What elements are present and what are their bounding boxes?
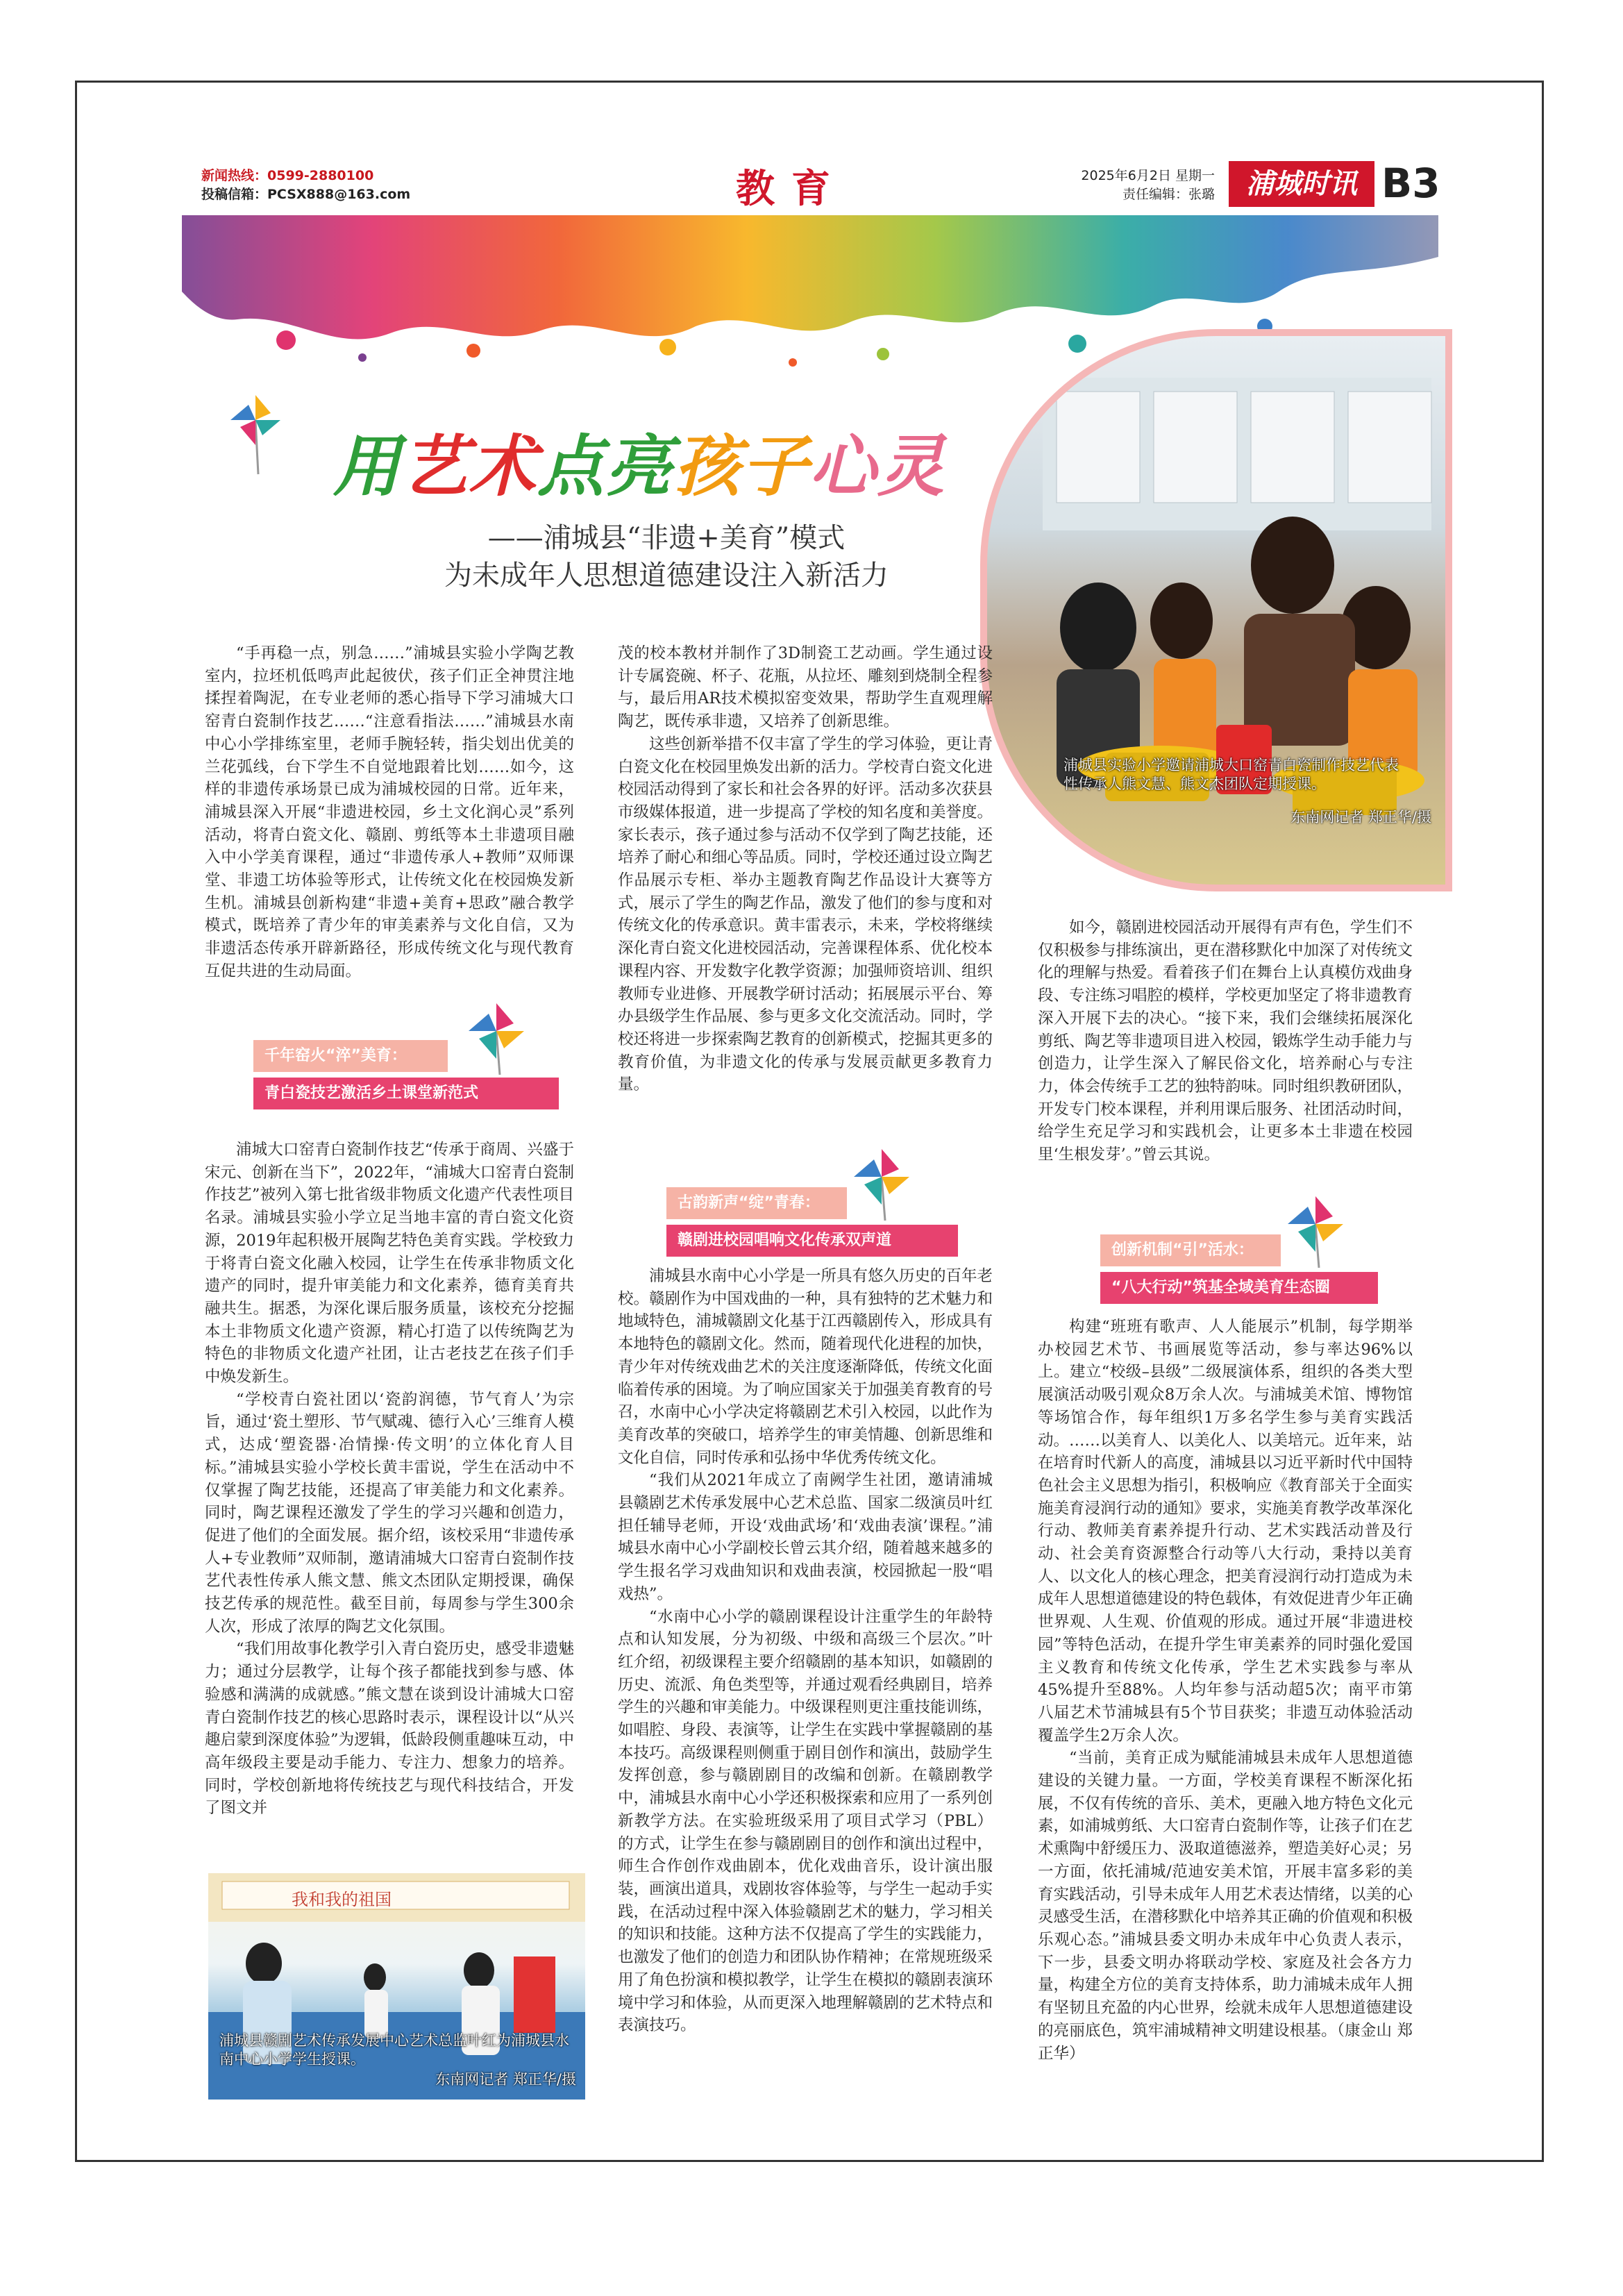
issue-date: 2025年6月2日 星期一 [1081,168,1215,183]
paragraph: 构建“班班有歌声、人人能展示”机制，每学期举办校园艺术节、书画展览等活动，参与率达96%以上。建立“校级–县级”二级展演体系，组织的各类大型展演活动吸引观众8万余人次。与浦城美术馆、博物馆等场馆合作，每年组织1万多名学生参与美育实践活动。……以美育人、以美化人、以美培元。近年来，站在培育时代新人的高度，浦城县以习近平新时代中国特色社会主义思想为指引，积极响应《教育部关于全面实施美育浸润行动的通知》要求，实施美育教学改革深化行动、教师美育素养提升行动、艺术实践活动普及行动、社会美育资源整合行动等八大行动，秉持以美育人、以文化人的核心理念，把美育浸润行动打造成为未成年人思想道德建设的特色载体，有效促进青少年正确世界观、人生观、价值观的形成。通过开展“非遗进校园”等特色活动，在提升学生审美素养的同时强化爱国主义教育和传统文化传承，学生艺术实践参与率从45%提升至88%。人均年参与活动超5次；南平市第八届艺术节浦城县有5个节目获奖；非遗互动体验活动覆盖学生2万余人次。 [1038,1318,1413,1745]
pinwheel-icon [229,392,282,476]
paragraph: 浦城大口窑青白瓷制作技艺“传承于商周、兴盛于宋元、创新在当下”，2022年，“浦城大口窑青白瓷制作技艺”被列入第七批省级非物质文化遗产代表性项目名录。浦城县实验小学立足当地丰富的青白瓷文化资源，2019年起积极开展陶艺特色美育实践。学校致力于将青白瓷文化融入校园，让学生在传承非物质文化遗产的同时，提升审美能力和文化素养，德育美育共融共生。据悉，为深化课后服务质量，该校充分挖掘本土非物质文化遗产资源，精心打造了以传统陶艺为特色的非物质文化遗产社团，让古老技艺在孩子们手中焕发新生。 [205,1141,574,1386]
paragraph: 如今，赣剧进校园活动开展得有声有色，学生们不仅积极参与排练演出，更在潜移默化中加深了对传统文化的理解与热爱。看着孩子们在舞台上认真模仿戏曲身段、专注练习唱腔的模样，学校更加坚定了将非遗教育深入开展下去的决心。“接下来，我们会继续拓展深化剪纸、陶艺等非遗项目进入校园，锻炼学生动手能力与创造力，让学生深入了解民俗文化，培养耐心与专注力，体会传统手工艺的独特韵味。同时组织教研团队，开发专门校本课程，并利用课后服务、社团活动时间，给学生充足学习和实践机会，让更多本土非遗在校园里‘生根发芽’。”曾云其说。 [1038,919,1413,1164]
article-title [333,414,945,509]
paragraph: “手再稳一点，别急……”浦城县实验小学陶艺教室内，拉坯机低鸣声此起彼伏，孩子们正全神贯注地揉捏着陶泥，在专业老师的悉心指导下学习浦城大口窑青白瓷制作技艺……“注意看指法……”浦城县水南中心小学排练室里，老师手腕轻转，指尖划出优美的兰花弧线，台下学生不自觉地跟着比划……如今，这样的非遗传承场景已成为浦城校园的日常。近年来，浦城县深入开展“非遗进校园，乡土文化润心灵”系列活动，将青白瓷文化、赣剧、剪纸等本土非遗项目融入中小学美育课程，通过“非遗传承人+教师”双师课堂、非遗工坊体验等形式，让传统文化在校园焕发新生机。浦城县创新构建“非遗+美育+思政”融合教学模式，既培养了青少年的审美素养与文化自信，又为非遗活态传承开辟新路径，形成传统文化与现代教育互促共进的生动局面。 [205,644,574,980]
column-1-intro [205,642,574,983]
subtitle-line-2: 为未成年人思想道德建设注入新活力 [444,560,889,592]
subhead-2-line-1: 古韵新声“绽”青春： [666,1187,847,1219]
pinwheel-icon [850,1146,913,1222]
pottery-class-photo [980,329,1452,891]
paragraph: “当前，美育正成为赋能浦城县未成年人思想道德建设的关键力量。一方面，学校美育课程不断深化拓展，不仅有传统的音乐、美术，更融入地方特色文化元素，如浦城剪纸、大口窑青白瓷制作等，让孩子们在艺术熏陶中舒缓压力、汲取道德滋养，塑造美好心灵；另一方面，依托浦城/范迪安美术馆，开展丰富多彩的美育实践活动，引导未成年人用艺术表达情绪，以美的心灵感受生活，在潜移默化中培养其正确的价值观和积极乐观心态。”浦城县委文明办未成年中心负责人表示，下一步，县委文明办将联动学校、家庭及社会各方力量，构建全方位的美育支持体系，助力浦城未成年人拥有坚韧且充盈的内心世界，绘就未成年人思想道德建设的亮丽底色，筑牢浦城精神文明建设根基。（康金山 郑正华） [1038,1749,1413,2063]
email: 投稿信箱：PCSX888@163.com [201,187,411,202]
paragraph: “学校青白瓷社团以‘瓷韵润德，节气育人’为宗旨，通过‘瓷土塑形、节气赋魂、德行入心’三维育人模式，达成‘塑瓷器·冶情操·传文明’的立体化育人目标。”浦城县实验小学校长黄丰雷说，学生在活动中不仅掌握了陶艺技能，还提高了审美能力和文化素养。同时，陶艺课程还激发了学生的学习兴趣和创造力，促进了他们的全面发展。据介绍，该校采用“非遗传承人+专业教师”双师制，邀请浦城大口窑青白瓷制作技艺代表性传承人熊文慧、熊文杰团队定期授课，确保技艺传承的规范性。截至目前，每周参与学生300余人次，形成了浓厚的陶艺文化氛围。 [205,1390,574,1636]
top-photo-caption: 浦城县实验小学邀请浦城大口窑青白瓷制作技艺代表性传承人熊文慧、熊文杰团队定期授课。 [1063,757,1399,792]
subhead-2-line-2: 赣剧进校园唱响文化传承双声道 [666,1225,958,1257]
subhead-1-line-1: 千年窑火“淬”美育： [253,1040,448,1072]
pinwheel-icon [465,1000,528,1076]
title-part-5: 心灵 [809,428,945,505]
column-2-top [618,642,993,1096]
column-1-body [205,1139,574,1820]
subtitle-line-1: ——浦城县“非遗+美育”模式 [487,522,846,554]
paragraph: 茂的校本教材并制作了3D制瓷工艺动画。学生通过设计专属瓷碗、杯子、花瓶，从拉坯、雕刻到烧制全程参与，最后用AR技术模拟窑变效果，帮助学生直观理解陶艺，既传承非遗，又培养了创新思维。 [618,644,993,731]
hotline: 新闻热线：0599-2880100 [201,168,374,183]
subhead-1-line-2: 青白瓷技艺激活乡土课堂新范式 [253,1078,559,1109]
paragraph: “我们从2021年成立了南阙学生社团，邀请浦城县赣剧艺术传承发展中心艺术总监、国家二级演员叶红担任辅导老师，开设‘戏曲武场’和‘戏曲表演’课程。”浦城县水南中心小学副校长曾云其介绍，随着越来越多的学生报名学习戏曲知识和戏曲表演，校园掀起一股“唱戏热”。 [618,1471,993,1603]
paragraph: 这些创新举措不仅丰富了学生的学习体验，更让青白瓷文化在校园里焕发出新的活力。学校青白瓷文化进校园活动得到了家长和社会各界的好评。活动多次获县市级媒体报道，进一步提高了学校的知名度和美誉度。家长表示，孩子通过参与活动不仅学到了陶艺技能，还培养了耐心和细心等品质。同时，学校还通过设立陶艺作品展示专柜、举办主题教育陶艺作品设计大赛等方式，展示了学生的陶艺作品，激发了他们的参与度和对传统文化的传承意识。黄丰雷表示，未来，学校将继续深化青白瓷文化进校园活动，完善课程体系、优化校本课程内容、开发数字化教学资源；加强师资培训、组织教师专业进修、开展教学研讨活动；拓展展示平台、筹办县级学生作品展、参与更多文化交流活动。同时，学校还将进一步探索陶艺教育的创新模式，挖掘其更多的教育价值，为非遗文化的传承与发展贡献更多教育力量。 [618,735,993,1094]
subhead-3-line-2: “八大行动”筑基全域美育生态圈 [1100,1272,1378,1304]
bottom-photo-caption: 浦城县赣剧艺术传承发展中心艺术总监叶红为浦城县水南中心小学学生授课。 [219,2032,569,2068]
paragraph: 浦城县水南中心小学是一所具有悠久历史的百年老校。赣剧作为中国戏曲的一种，具有独特的艺术魅力和地域特色，浦城赣剧文化基于江西赣剧传入，形成具有本地特色的赣剧文化。然而，随着现代化进程的加快，青少年对传统戏曲艺术的关注度逐渐降低，传统文化面临着传承的困境。为了响应国家关于加强美育教育的号召，水南中心小学决定将赣剧艺术引入校园，以此作为美育改革的突破口，培养学生的审美情趣、创新思维和文化自信，同时传承和弘扬中华优秀传统文化。 [618,1267,993,1467]
column-3-body [1038,1316,1413,2065]
column-3-top [1038,916,1413,1166]
paragraph: “我们用故事化教学引入青白瓷历史，感受非遗魅力；通过分层教学，让每个孩子都能找到参与感、体验感和满满的成就感。”熊文慧在谈到设计浦城大口窑青白瓷制作技艺的核心思路时表示，课程设计以“从兴趣启蒙到深度体验”为逻辑，低龄段侧重趣味互动，中高年级段主要是动手能力、专注力、想象力的培养。同时，学校创新地将传统技艺与现代科技结合，开发了图文并 [205,1640,574,1818]
header-contacts [201,167,410,204]
article-subtitle [361,519,972,594]
title-part-3: 点亮 [537,428,673,505]
masthead-logo: 浦城时讯 [1229,161,1374,207]
title-part-1: 用 [333,428,401,505]
column-2-body [618,1265,993,2037]
title-part-4: 孩子 [673,428,809,505]
bottom-photo-credit: 东南网记者 郑正华/摄 [435,2071,576,2088]
pottery-scene-illustration [987,336,1445,885]
opera-class-photo [208,1873,585,2100]
paragraph: “水南中心小学的赣剧课程设计注重学生的年龄特点和认知发展，分为初级、中级和高级三个层次。”叶红介绍，初级课程主要介绍赣剧的基本知识，如赣剧的历史、流派、角色类型等，并通过观看经典剧目，培养学生的兴趣和审美能力。中级课程则更注重技能训练，如唱腔、身段、表演等，让学生在实践中掌握赣剧的基本技巧。高级课程则侧重于剧目创作和演出，鼓励学生发挥创意，参与赣剧剧目的改编和创新。在赣剧教学中，浦城县水南中心小学还积极探索和应用了一系列创新教学方法。在实验班级采用了项目式学习（PBL）的方式，让学生在参与赣剧剧目的创作和演出过程中，师生合作创作戏曲剧本，优化戏曲音乐，设计演出服装，画演出道具，戏剧妆容体验等，与学生一起动手实践，在活动过程中深入体验赣剧艺术的魅力，学习相关的知识和技能。这种方法不仅提高了学生的实践能力，也激发了他们的创造力和团队协作精神；在常规班级采用了角色扮演和模拟教学，让学生在模拟的赣剧表演环境中学习和体验，从而更深入地理解赣剧的艺术特点和表演技巧。 [618,1607,993,2035]
top-photo-credit: 东南网记者 郑正华/摄 [1290,809,1431,826]
title-part-2: 艺术 [401,428,537,505]
subhead-3-line-1: 创新机制“引”活水： [1100,1234,1281,1266]
pinwheel-icon [1284,1193,1347,1269]
section-title: 教育 [736,167,847,212]
editor: 责任编辑：张璐 [1122,187,1215,202]
wall-banner-text: 我和我的祖国 [292,1890,392,1909]
page-number: B3 [1381,160,1440,207]
header-meta [1041,167,1215,204]
